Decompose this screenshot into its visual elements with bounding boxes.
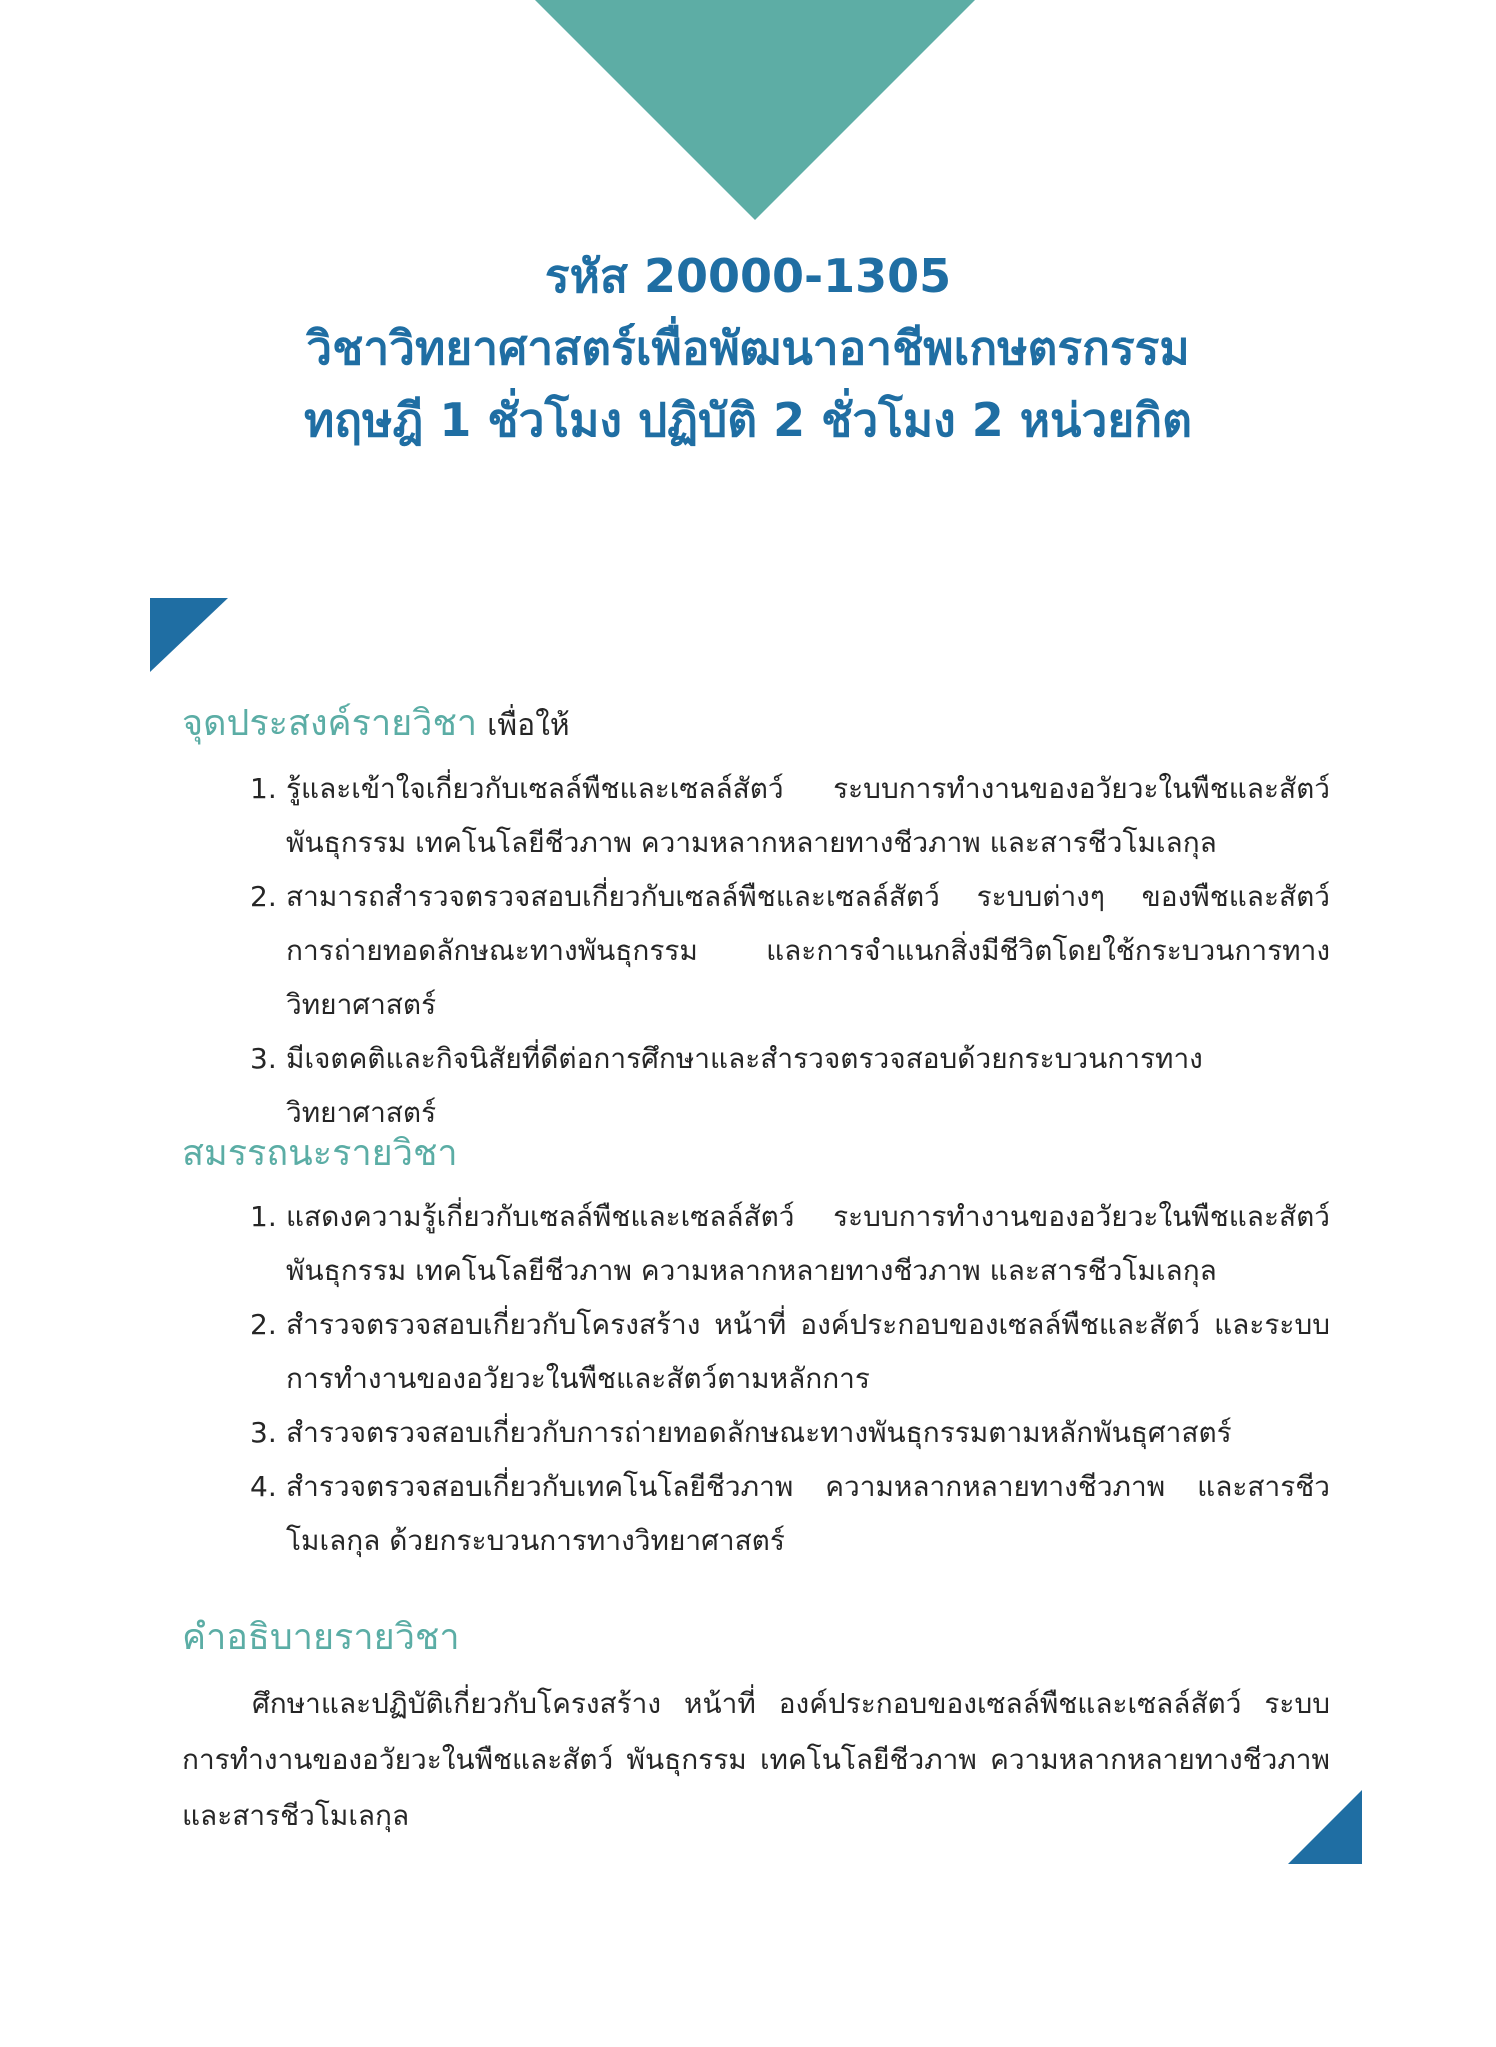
list-item: [250, 762, 1330, 870]
list-item-number: 4.: [250, 1470, 277, 1503]
list-item-number: 3.: [250, 1416, 277, 1449]
list-item-text: สามารถสำรวจตรวจสอบเกี่ยวกับเซลล์พืชและเซลล์สัตว์ ระบบต่างๆ ของพืชและสัตว์ การถ่ายทอดลักษณะทางพันธุกรรม และการจำแนกสิ่งมีชีวิตโดยใช้กระบวนการทาง วิทยาศาสตร์: [286, 880, 1330, 1021]
list-item-number: 3.: [250, 1042, 277, 1075]
course-header: [0, 240, 1496, 456]
top-teal-triangle: [535, 0, 975, 220]
blue-corner-triangle-right-shape: [1288, 1790, 1362, 1864]
top-teal-triangle-shape: [535, 0, 975, 220]
description-heading: [182, 1608, 460, 1665]
course-code: รหัส 20000-1305: [544, 249, 952, 303]
list-item: [250, 1406, 1330, 1460]
objectives-heading: [182, 694, 570, 751]
list-item-text: แสดงความรู้เกี่ยวกับเซลล์พืชและเซลล์สัตว์ ระบบการทำงานของอวัยวะในพืชและสัตว์ พันธุกรรม เทคโนโลยีชีวภาพ ความหลากหลายทางชีวภาพ และสารชีวโมเลกุล: [286, 1200, 1330, 1287]
competencies-list: [250, 1190, 1330, 1568]
course-hours: ทฤษฎี 1 ชั่วโมง ปฏิบัติ 2 ชั่วโมง 2 หน่วยกิต: [303, 393, 1192, 447]
course-title: วิชาวิทยาศาสตร์เพื่อพัฒนาอาชีพเกษตรกรรม: [306, 321, 1190, 375]
objectives-list: [250, 762, 1330, 1140]
competencies-heading: [182, 1124, 458, 1181]
list-item-text: สำรวจตรวจสอบเกี่ยวกับเทคโนโลยีชีวภาพ ความหลากหลายทางชีวภาพ และสารชีวโมเลกุล ด้วยกระบวนการทางวิทยาศาสตร์: [286, 1470, 1330, 1557]
objectives-title: จุดประสงค์รายวิชา: [182, 703, 478, 744]
list-item-number: 2.: [250, 880, 277, 913]
list-item-text: สำรวจตรวจสอบเกี่ยวกับการถ่ายทอดลักษณะทางพันธุกรรมตามหลักพันธุศาสตร์: [286, 1416, 1232, 1449]
list-item-number: 1.: [250, 772, 277, 805]
blue-corner-triangle-right: [1288, 1790, 1362, 1864]
objectives-suffix: เพื่อให้: [487, 708, 570, 743]
list-item: [250, 1460, 1330, 1568]
list-item-text: รู้และเข้าใจเกี่ยวกับเซลล์พืชและเซลล์สัตว์ ระบบการทำงานของอวัยวะในพืชและสัตว์ พันธุกรรม เทคโนโลยีชีวภาพ ความหลากหลายทางชีวภาพ และสารชีวโมเลกุล: [286, 772, 1330, 859]
blue-corner-triangle-left: [150, 598, 228, 672]
description-title: คำอธิบายรายวิชา: [182, 1617, 460, 1658]
list-item-number: 2.: [250, 1308, 277, 1341]
list-item-text: มีเจตคติและกิจนิสัยที่ดีต่อการศึกษาและสำรวจตรวจสอบด้วยกระบวนการทางวิทยาศาสตร์: [286, 1042, 1203, 1129]
list-item: [250, 870, 1330, 1032]
competencies-title: สมรรถนะรายวิชา: [182, 1133, 458, 1174]
list-item-text: สำรวจตรวจสอบเกี่ยวกับโครงสร้าง หน้าที่ องค์ประกอบของเซลล์พืชและสัตว์ และระบบ การทำงานของอวัยวะในพืชและสัตว์ตามหลักการ: [286, 1308, 1330, 1395]
list-item-number: 1.: [250, 1200, 277, 1233]
list-item: [250, 1190, 1330, 1298]
description-paragraph: ศึกษาและปฏิบัติเกี่ยวกับโครงสร้าง หน้าที่ องค์ประกอบของเซลล์พืชและเซลล์สัตว์ ระบบการทำงานของอวัยวะในพืชและสัตว์ พันธุกรรม เทคโนโลยีชีวภาพ ความหลากหลายทางชีวภาพ และสารชีวโมเลกุล: [182, 1687, 1330, 1832]
blue-corner-triangle-left-shape: [150, 598, 228, 672]
list-item: [250, 1298, 1330, 1406]
